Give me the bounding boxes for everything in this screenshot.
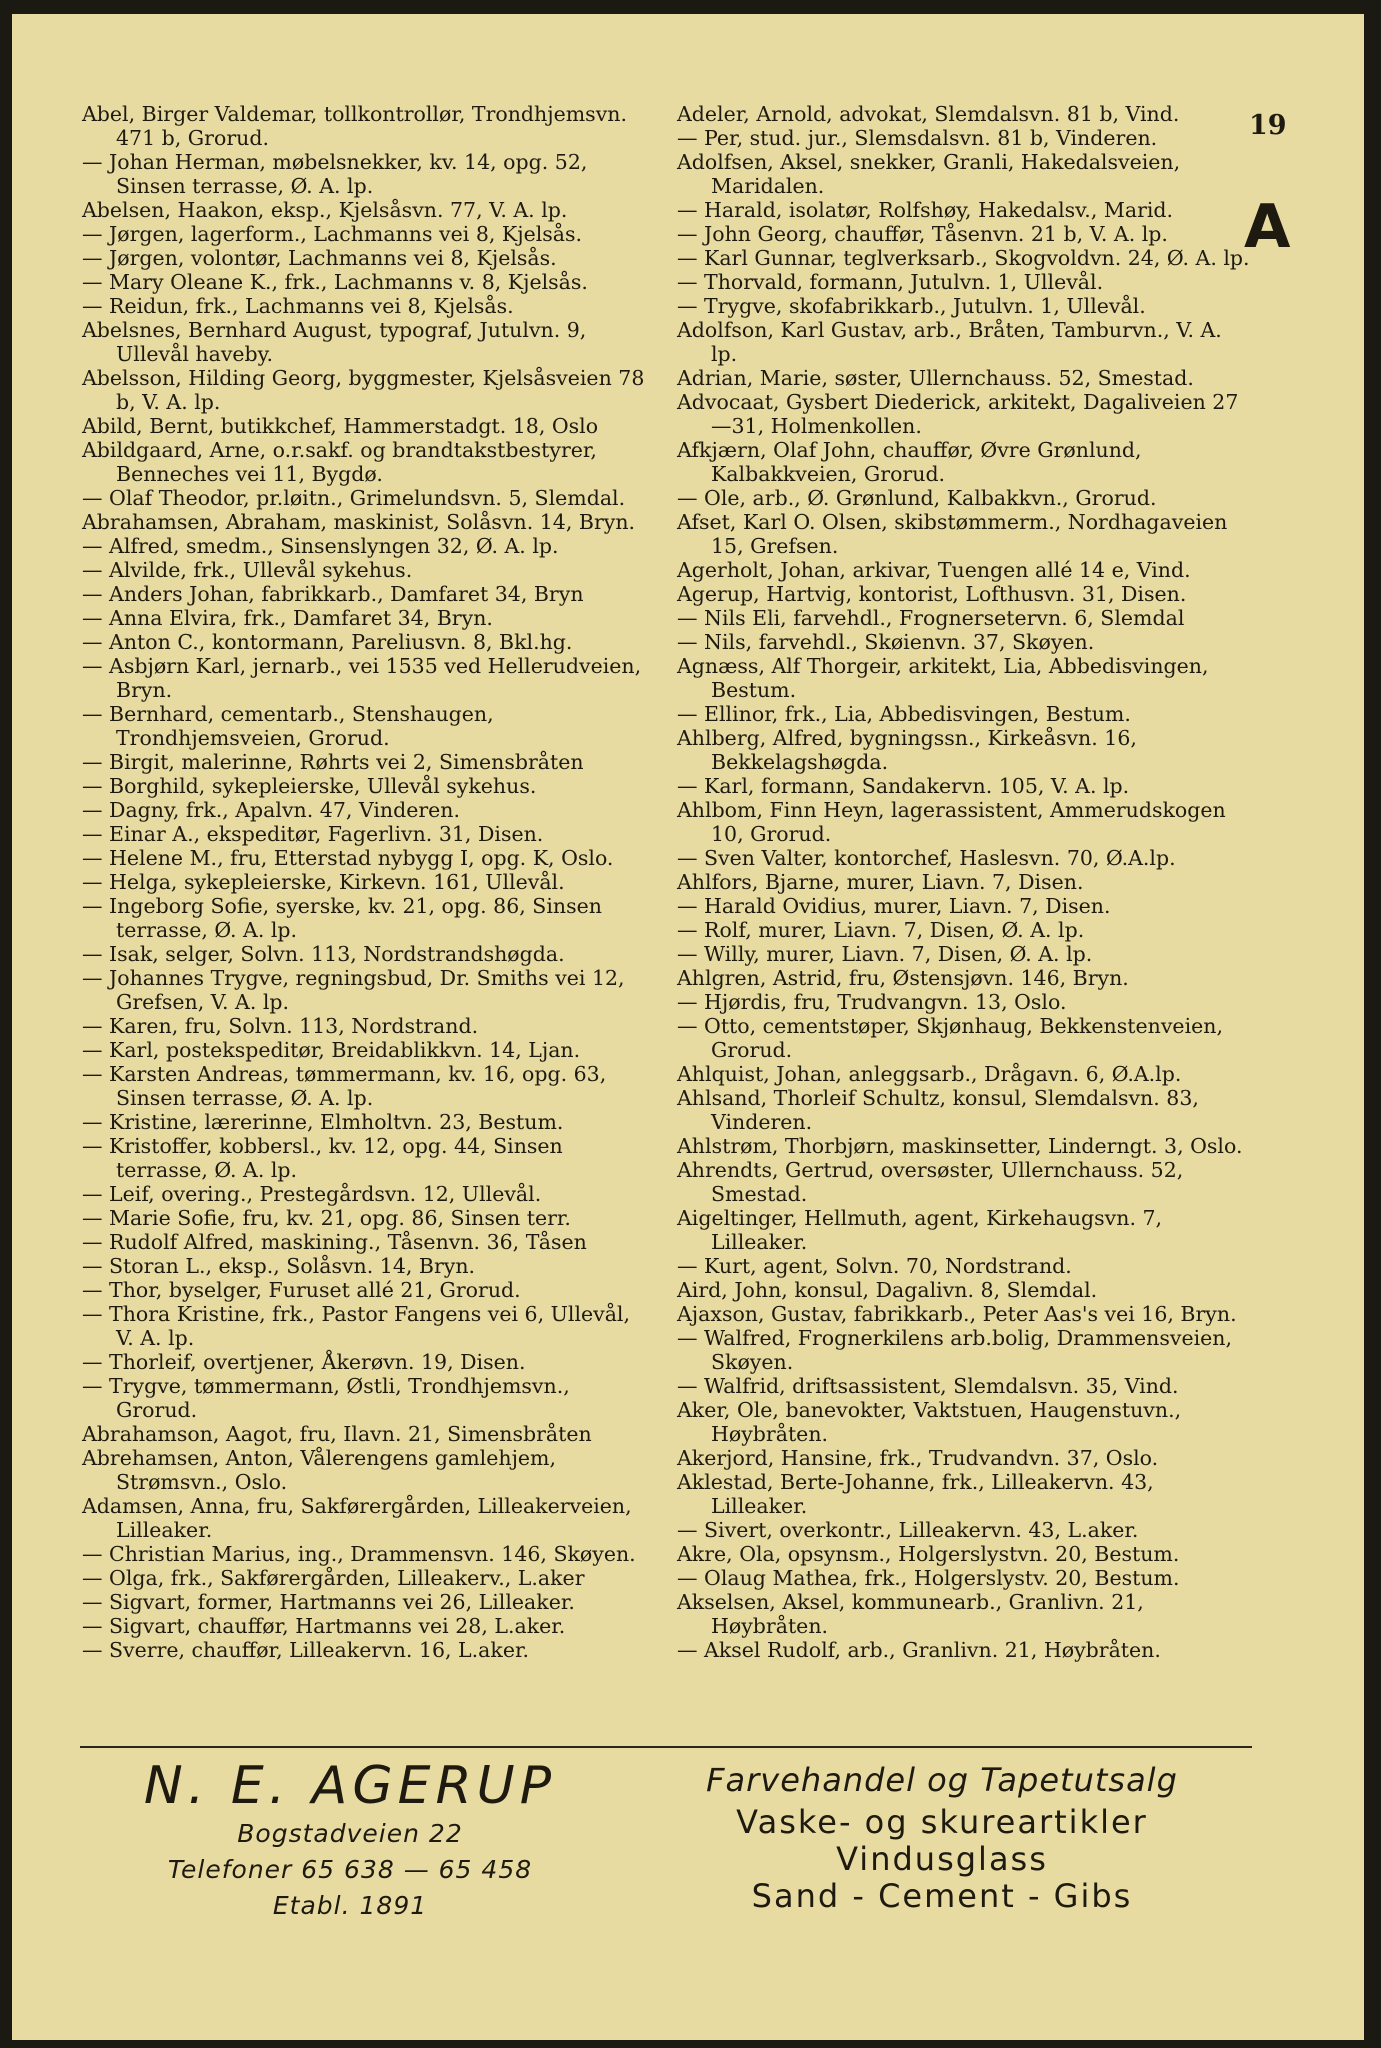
directory-entry: — Harald Ovidius, murer, Liavn. 7, Disen. bbox=[677, 894, 1111, 918]
directory-entry: — Asbjørn Karl, jernarb., vei 1535 ved Hellerudveien, Bryn. bbox=[82, 654, 642, 702]
directory-entry: — Hjørdis, fru, Trudvangvn. 13, Oslo. bbox=[677, 990, 1067, 1014]
directory-entry: — Ellinor, frk., Lia, Abbedisvingen, Bestum. bbox=[677, 702, 1131, 726]
directory-entry: Abelsnes, Bernhard August, typograf, Jutulvn. 9, Ullevål haveby. bbox=[82, 318, 587, 366]
directory-entry: — Marie Sofie, fru, kv. 21, opg. 86, Sinsen terr. bbox=[82, 1206, 571, 1230]
directory-entry: Agerholt, Johan, arkivar, Tuengen allé 14 e, Vind. bbox=[677, 558, 1191, 582]
directory-entry: Aigeltinger, Hellmuth, agent, Kirkehaugsvn. 7, Lilleaker. bbox=[677, 1206, 1163, 1254]
directory-entry: Adolfsen, Aksel, snekker, Granli, Hakedalsveien, Maridalen. bbox=[677, 150, 1181, 198]
directory-entry: Ahlgren, Astrid, fru, Østensjøvn. 146, Bryn. bbox=[677, 966, 1129, 990]
directory-entry: — Leif, overing., Prestegårdsvn. 12, Ullevål. bbox=[82, 1182, 542, 1206]
directory-entry: Abelsson, Hilding Georg, byggmester, Kjelsåsveien 78 b, V. A. lp. bbox=[82, 366, 645, 414]
section-letter: A bbox=[1244, 192, 1291, 262]
directory-entry: — Trygve, tømmermann, Østli, Trondhjemsvn., Grorud. bbox=[82, 1374, 570, 1422]
directory-entry: — Sverre, chauffør, Lilleakervn. 16, L.aker. bbox=[82, 1638, 530, 1662]
directory-entry: — Anders Johan, fabrikkarb., Damfaret 34, Bryn bbox=[82, 582, 584, 606]
ad-phones: Telefoner 65 638 — 65 458 bbox=[167, 1855, 533, 1884]
advertisement-right bbox=[627, 1756, 1257, 1915]
ad-line-1: Farvehandel og Tapetutsalg bbox=[706, 1761, 1178, 1799]
directory-entry: — Harald, isolatør, Rolfshøy, Hakedalsv., Marid. bbox=[677, 198, 1174, 222]
directory-entry: Ahlfors, Bjarne, murer, Liavn. 7, Disen. bbox=[677, 870, 1084, 894]
directory-entry: Abrahamsen, Abraham, maskinist, Solåsvn. 14, Bryn. bbox=[82, 510, 636, 534]
directory-entry: — Jørgen, lagerform., Lachmanns vei 8, Kjelsås. bbox=[82, 222, 583, 246]
directory-entry: — Karl, postekspeditør, Breidablikkvn. 14, Ljan. bbox=[82, 1038, 581, 1062]
directory-entry: Agerup, Hartvig, kontorist, Lofthusvn. 31, Disen. bbox=[677, 582, 1187, 606]
directory-entry: Agnæss, Alf Thorgeir, arkitekt, Lia, Abbedisvingen, Bestum. bbox=[677, 654, 1209, 702]
directory-entry: Ajaxson, Gustav, fabrikkarb., Peter Aas's vei 16, Bryn. bbox=[677, 1302, 1237, 1326]
directory-entry: Aker, Ole, banevokter, Vaktstuen, Haugenstuvn., Høybråten. bbox=[677, 1398, 1182, 1446]
directory-entry: — Willy, murer, Liavn. 7, Disen, Ø. A. lp. bbox=[677, 942, 1093, 966]
directory-entry: Abildgaard, Arne, o.r.sakf. og brandtakstbestyrer, Benneches vei 11, Bygdø. bbox=[82, 438, 597, 486]
directory-entry: — Christian Marius, ing., Drammensvn. 146, Skøyen. bbox=[82, 1542, 636, 1566]
directory-entry: — Sven Valter, kontorchef, Haslesvn. 70, Ø.A.lp. bbox=[677, 846, 1176, 870]
directory-entry: Adolfson, Karl Gustav, arb., Bråten, Tamburvn., V. A. lp. bbox=[677, 318, 1222, 366]
directory-entry: Abrehamsen, Anton, Vålerengens gamlehjem, Strømsvn., Oslo. bbox=[82, 1446, 557, 1494]
directory-entry: — Karl, formann, Sandakervn. 105, V. A. lp. bbox=[677, 774, 1130, 798]
ad-line-4: Sand - Cement - Gibs bbox=[751, 1877, 1133, 1915]
directory-entry: Akre, Ola, opsynsm., Holgerslystvn. 20, Bestum. bbox=[677, 1542, 1180, 1566]
directory-entry: Akerjord, Hansine, frk., Trudvandvn. 37, Oslo. bbox=[677, 1446, 1159, 1470]
directory-entry: — Olaf Theodor, pr.løitn., Grimelundsvn. 5, Slemdal. bbox=[82, 486, 626, 510]
directory-entry: — Bernhard, cementarb., Stenshaugen, Trondhjemsveien, Grorud. bbox=[82, 702, 494, 750]
directory-entry: — Birgit, malerinne, Røhrts vei 2, Simensbråten bbox=[82, 750, 584, 774]
directory-entry: Advocaat, Gysbert Diederick, arkitekt, Dagaliveien 27—31, Holmenkollen. bbox=[677, 390, 1239, 438]
directory-entry: Aklestad, Berte-Johanne, frk., Lilleakervn. 43, Lilleaker. bbox=[677, 1470, 1154, 1518]
directory-entry: — John Georg, chauffør, Tåsenvn. 21 b, V. A. lp. bbox=[677, 222, 1168, 246]
directory-entry: Afset, Karl O. Olsen, skibstømmerm., Nordhagaveien 15, Grefsen. bbox=[677, 510, 1228, 558]
directory-entry: — Reidun, frk., Lachmanns vei 8, Kjelsås. bbox=[82, 294, 514, 318]
directory-entry: — Johannes Trygve, regningsbud, Dr. Smiths vei 12, Grefsen, V. A. lp. bbox=[82, 966, 625, 1014]
directory-entry: — Helga, sykepleierske, Kirkevn. 161, Ullevål. bbox=[82, 870, 565, 894]
directory-entry: — Anna Elvira, frk., Damfaret 34, Bryn. bbox=[82, 606, 493, 630]
directory-entry: — Sivert, overkontr., Lilleakervn. 43, L.aker. bbox=[677, 1518, 1139, 1542]
directory-entry: Ahlberg, Alfred, bygningssn., Kirkeåsvn. 16, Bekkelagshøgda. bbox=[677, 726, 1137, 774]
directory-entry: Adamsen, Anna, fru, Sakførergården, Lilleakerveien, Lilleaker. bbox=[82, 1494, 632, 1542]
ad-address: Bogstadveien 22 bbox=[237, 1819, 463, 1848]
directory-entry: — Jørgen, volontør, Lachmanns vei 8, Kjelsås. bbox=[82, 246, 557, 270]
directory-entry: — Sigvart, former, Hartmanns vei 26, Lilleaker. bbox=[82, 1590, 575, 1614]
directory-entry: — Olaug Mathea, frk., Holgerslystv. 20, Bestum. bbox=[677, 1566, 1180, 1590]
directory-entry: — Storan L., eksp., Solåsvn. 14, Bryn. bbox=[82, 1254, 476, 1278]
directory-entry: — Thora Kristine, frk., Pastor Fangens vei 6, Ullevål, V. A. lp. bbox=[82, 1302, 631, 1350]
directory-entry: — Nils, farvehdl., Skøienvn. 37, Skøyen. bbox=[677, 630, 1095, 654]
directory-entry: — Nils Eli, farvehdl., Frognersetervn. 6, Slemdal bbox=[677, 606, 1185, 630]
directory-entry: — Olga, frk., Sakførergården, Lilleakerv., L.aker bbox=[82, 1566, 585, 1590]
ad-company-name: N. E. AGERUP bbox=[143, 1756, 557, 1816]
directory-entry: Afkjærn, Olaf John, chauffør, Øvre Grønlund, Kalbakkveien, Grorud. bbox=[677, 438, 1142, 486]
directory-entry: — Thorvald, formann, Jutulvn. 1, Ullevål. bbox=[677, 270, 1104, 294]
directory-entry: — Helene M., fru, Etterstad nybygg I, opg. K, Oslo. bbox=[82, 846, 614, 870]
directory-entry: — Ingeborg Sofie, syerske, kv. 21, opg. 86, Sinsen terrasse, Ø. A. lp. bbox=[82, 894, 602, 942]
directory-entry: — Alvilde, frk., Ullevål sykehus. bbox=[82, 558, 413, 582]
directory-entry: — Per, stud. jur., Slemsdalsvn. 81 b, Vinderen. bbox=[677, 126, 1158, 150]
directory-entry: — Rudolf Alfred, maskining., Tåsenvn. 36, Tåsen bbox=[82, 1230, 587, 1254]
directory-entry: — Ole, arb., Ø. Grønlund, Kalbakkvn., Grorud. bbox=[677, 486, 1157, 510]
right-column bbox=[677, 102, 1252, 1662]
directory-entry: Ahlstrøm, Thorbjørn, maskinsetter, Linderngt. 3, Oslo. bbox=[677, 1134, 1243, 1158]
directory-entry: — Sigvart, chauffør, Hartmanns vei 28, L.aker. bbox=[82, 1614, 566, 1638]
directory-entry: Ahlsand, Thorleif Schultz, konsul, Slemdalsvn. 83, Vinderen. bbox=[677, 1086, 1199, 1134]
directory-entry: — Borghild, sykepleierske, Ullevål sykehus. bbox=[82, 774, 537, 798]
directory-entry: Abelsen, Haakon, eksp., Kjelsåsvn. 77, V. A. lp. bbox=[82, 198, 568, 222]
ad-line-2: Vaske- og skureartikler bbox=[736, 1803, 1148, 1841]
directory-entry: — Karen, fru, Solvn. 113, Nordstrand. bbox=[82, 1014, 479, 1038]
ad-line-3: Vindusglass bbox=[836, 1840, 1048, 1878]
page-number: 19 bbox=[1249, 110, 1287, 141]
divider-rule bbox=[80, 1746, 1252, 1748]
directory-entry: Ahlquist, Johan, anleggsarb., Drågavn. 6, Ø.A.lp. bbox=[677, 1062, 1182, 1086]
directory-entry: — Alfred, smedm., Sinsenslyngen 32, Ø. A. lp. bbox=[82, 534, 559, 558]
ad-established: Etabl. 1891 bbox=[272, 1891, 428, 1920]
directory-entry: — Walfrid, driftsassistent, Slemdalsvn. 35, Vind. bbox=[677, 1374, 1179, 1398]
directory-entry: Aird, John, konsul, Dagalivn. 8, Slemdal. bbox=[677, 1278, 1098, 1302]
directory-entry: — Einar A., ekspeditør, Fagerlivn. 31, Disen. bbox=[82, 822, 544, 846]
directory-entry: Abel, Birger Valdemar, tollkontrollør, Trondhjemsvn. 471 b, Grorud. bbox=[82, 102, 628, 150]
directory-entry: — Mary Oleane K., frk., Lachmanns v. 8, Kjelsås. bbox=[82, 270, 588, 294]
directory-entry: Abild, Bernt, butikkchef, Hammerstadgt. 18, Oslo bbox=[82, 414, 599, 438]
directory-page bbox=[12, 14, 1364, 2040]
directory-entry: — Aksel Rudolf, arb., Granlivn. 21, Høybråten. bbox=[677, 1638, 1161, 1662]
directory-entry: — Thor, byselger, Furuset allé 21, Grorud. bbox=[82, 1278, 521, 1302]
directory-entry: — Kristoffer, kobbersl., kv. 12, opg. 44, Sinsen terrasse, Ø. A. lp. bbox=[82, 1134, 563, 1182]
directory-entry: — Johan Herman, møbelsnekker, kv. 14, opg. 52, Sinsen terrasse, Ø. A. lp. bbox=[82, 150, 588, 198]
directory-entry: Akselsen, Aksel, kommunearb., Granlivn. 21, Høybråten. bbox=[677, 1590, 1144, 1638]
directory-entry: Abrahamson, Aagot, fru, Ilavn. 21, Simensbråten bbox=[82, 1422, 592, 1446]
directory-entry: Ahlbom, Finn Heyn, lagerassistent, Ammerudskogen 10, Grorud. bbox=[677, 798, 1226, 846]
directory-entry: — Anton C., kontormann, Pareliusvn. 8, Bkl.hg. bbox=[82, 630, 573, 654]
directory-entry: — Kurt, agent, Solvn. 70, Nordstrand. bbox=[677, 1254, 1072, 1278]
left-column bbox=[82, 102, 652, 1662]
directory-entry: Adrian, Marie, søster, Ullernchauss. 52, Smestad. bbox=[677, 366, 1194, 390]
directory-entry: — Walfred, Frognerkilens arb.bolig, Drammensveien, Skøyen. bbox=[677, 1326, 1232, 1374]
directory-entry: — Otto, cementstøper, Skjønhaug, Bekkenstenveien, Grorud. bbox=[677, 1014, 1223, 1062]
directory-entry: — Dagny, frk., Apalvn. 47, Vinderen. bbox=[82, 798, 460, 822]
directory-entry: — Trygve, skofabrikkarb., Jutulvn. 1, Ullevål. bbox=[677, 294, 1146, 318]
directory-entry: — Kristine, lærerinne, Elmholtvn. 23, Bestum. bbox=[82, 1110, 564, 1134]
directory-entry: — Thorleif, overtjener, Åkerøvn. 19, Disen. bbox=[82, 1350, 526, 1374]
directory-entry: — Karsten Andreas, tømmermann, kv. 16, opg. 63, Sinsen terrasse, Ø. A. lp. bbox=[82, 1062, 607, 1110]
directory-entry: — Karl Gunnar, teglverksarb., Skogvoldvn. 24, Ø. A. lp. bbox=[677, 246, 1250, 270]
directory-entry: Adeler, Arnold, advokat, Slemdalsvn. 81 b, Vind. bbox=[677, 102, 1180, 126]
advertisement-left bbox=[80, 1756, 620, 1924]
directory-entry: — Rolf, murer, Liavn. 7, Disen, Ø. A. lp. bbox=[677, 918, 1085, 942]
directory-entry: — Isak, selger, Solvn. 113, Nordstrandshøgda. bbox=[82, 942, 565, 966]
directory-entry: Ahrendts, Gertrud, oversøster, Ullernchauss. 52, Smestad. bbox=[677, 1158, 1184, 1206]
